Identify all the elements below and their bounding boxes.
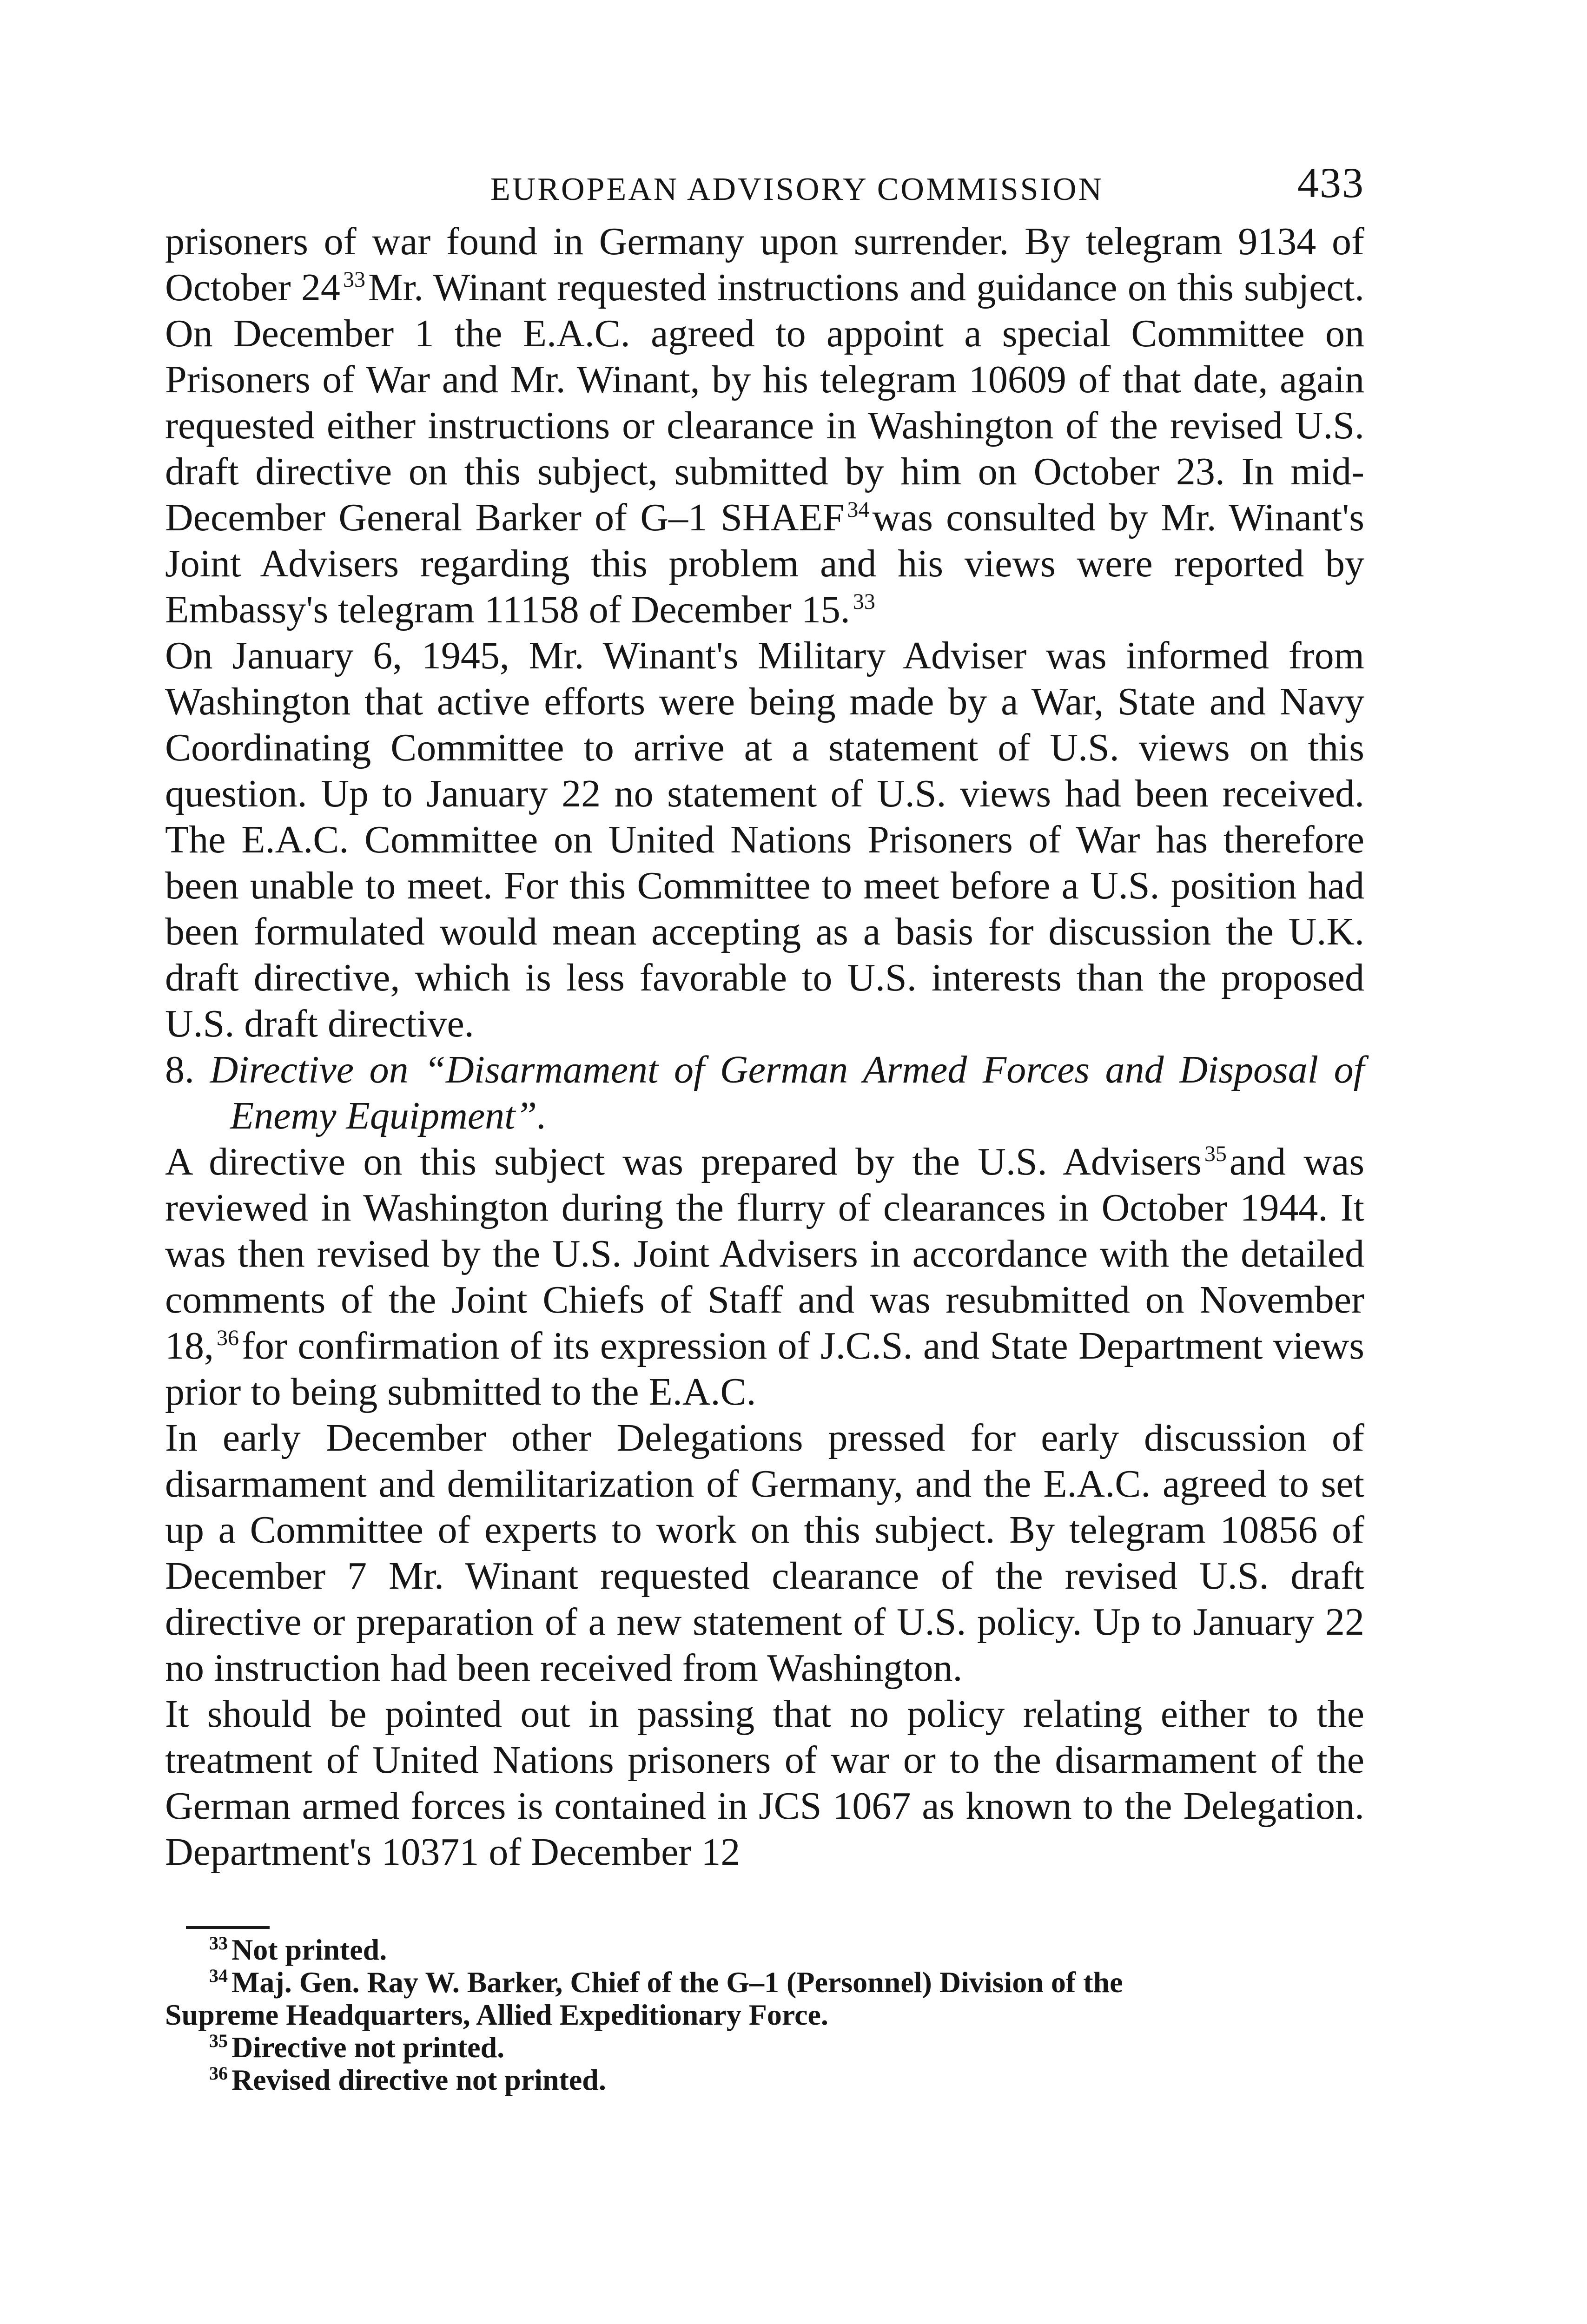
- footnote-ref-34: 34: [847, 497, 870, 522]
- paragraph-1-part-c: was consulted by Mr. Winant's Joint Advisers regarding this problem and his views were reported by Embassy's telegram 11158 of December 15.: [165, 496, 1365, 631]
- paragraph-1-part-b: Mr. Winant requested instructions and guidance on this subject. On December 1 the E.A.C. agreed to appoint a special Committee on Prisoners of War and Mr. Winant, by his telegram 10609 of that date, again requested either instructions or clearance in Washington of the revised U.S. draft directive on this subject, submitted by him on October 23. In mid-December General Barker of G–1 SHAEF: [165, 266, 1364, 539]
- paragraph-4: In early December other Delegations pressed for early discussion of disarmament and demilitarization of Germany, and the E.A.C. agreed to set up a Committee of experts to work on this subject. By telegram 10856 of December 7 Mr. Winant requested clearance of the revised U.S. draft directive or preparation of a new statement of U.S. policy. Up to January 22 no instruction had been received from Washington.: [165, 1416, 1364, 1690]
- section-8-heading: [165, 1047, 1364, 1139]
- footnote-mark-36: 36: [209, 2062, 228, 2084]
- footnote-mark-33: 33: [209, 1932, 228, 1954]
- paragraph-1-part-a: prisoners of war found in Germany upon surrender. By telegram 9134 of October 24: [165, 220, 1364, 309]
- running-title: EUROPEAN ADVISORY COMMISSION: [490, 172, 1104, 207]
- footnote-text-36: Revised directive not printed.: [231, 2063, 606, 2096]
- running-head: [165, 158, 1364, 209]
- paragraph-3-part-a: A directive on this subject was prepared by the U.S. Advisers: [165, 1140, 1202, 1183]
- footnote-34-continued: Supreme Headquarters, Allied Expeditionary Force.: [165, 1998, 828, 2031]
- paragraph-1: [165, 218, 1364, 633]
- footnote-35: [165, 2031, 1364, 2064]
- section-8-title: Directive on “Disarmament of German Armed Forces and Disposal of Enemy Equipment”.: [210, 1048, 1364, 1137]
- footnote-33: [165, 1934, 1364, 1966]
- paragraph-3: [165, 1139, 1364, 1415]
- footnote-36: [165, 2064, 1364, 2096]
- paragraph-2: On January 6, 1945, Mr. Winant's Military Adviser was informed from Washington that active efforts were being made by a War, State and Navy Coordinating Committee to arrive at a statement of U.S. views on this question. Up to January 22 no statement of U.S. views had been received. The E.A.C. Committee on United Nations Prisoners of War has therefore been unable to meet. For this Committee to meet before a U.S. position had been formulated would mean accepting as a basis for discussion the U.K. draft directive, which is less favorable to U.S. interests than the proposed U.S. draft directive.: [165, 634, 1364, 1045]
- document-page: [165, 158, 1364, 2096]
- paragraph-5: It should be pointed out in passing that no policy relating either to the treatment of United Nations prisoners of war or to the disarmament of the German armed forces is contained in JCS 1067 as known to the Delegation. Department's 10371 of December 12: [165, 1692, 1364, 1874]
- section-8-number: 8.: [165, 1048, 194, 1091]
- footnote-text-35: Directive not printed.: [231, 2031, 505, 2064]
- footnote-text-34: Maj. Gen. Ray W. Barker, Chief of the G–1 (Personnel) Division of the: [231, 1966, 1123, 1999]
- page-number: 433: [1297, 159, 1364, 206]
- paragraph-3-part-b: and was reviewed in Washington during the flurry of clearances in October 1944. It was then revised by the U.S. Joint Advisers in accordance with the detailed comments of the Joint Chiefs of Staff and was resubmitted on November 18,: [165, 1140, 1365, 1367]
- body-text: [165, 218, 1364, 1875]
- footnote-ref-36: 36: [217, 1326, 239, 1350]
- footnote-text-33: Not printed.: [231, 1933, 387, 1966]
- footnotes: [165, 1934, 1364, 2096]
- footnote-ref-33: 33: [343, 267, 365, 292]
- footnote-mark-34: 34: [209, 1965, 228, 1986]
- paragraph-3-part-c: for confirmation of its expression of J.C.S. and State Department views prior to being submitted to the E.A.C.: [165, 1324, 1364, 1413]
- footnote-ref-33-repeat: 33: [853, 589, 875, 614]
- footnote-34: [165, 1966, 1364, 1999]
- footnote-mark-35: 35: [209, 2030, 228, 2051]
- footnote-divider: [186, 1926, 270, 1929]
- footnote-ref-35: 35: [1204, 1142, 1227, 1166]
